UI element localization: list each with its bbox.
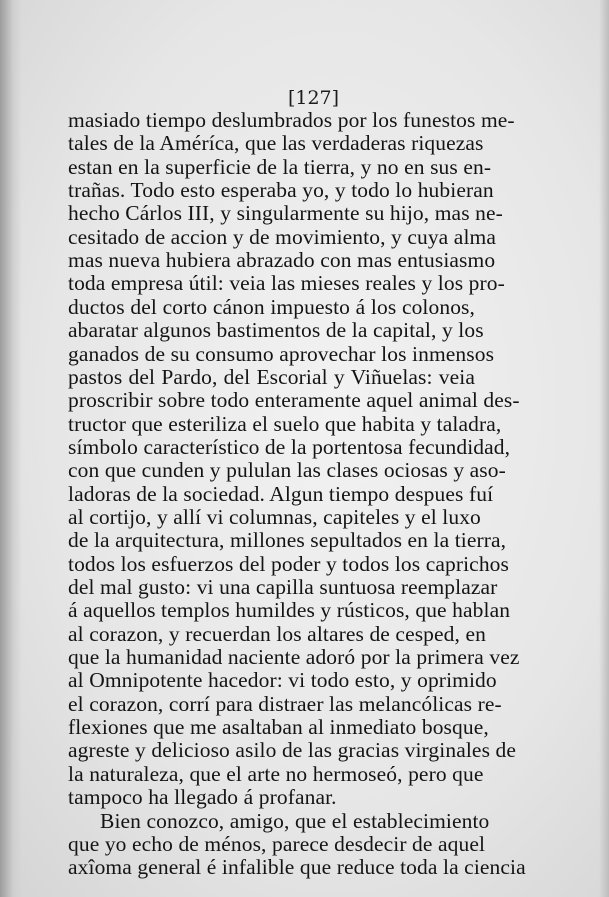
- text-line: ductos del corto cánon impuesto á los colonos,: [68, 295, 475, 319]
- page-edge-shadow: [599, 0, 609, 897]
- text-line: cesitado de accion y de movimiento, y cuya alma: [68, 225, 496, 249]
- text-line: Bien conozco, amigo, que el establecimiento: [100, 809, 490, 833]
- text-line: de la arquitectura, millones sepultados en la tierra,: [68, 528, 507, 552]
- text-line: tales de la Améríca, que las verdaderas riquezas: [68, 131, 484, 155]
- text-line: al corazon, y recuerdan los altares de cesped, en: [68, 622, 486, 646]
- text-line: flexiones que me asaltaban al inmediato bosque,: [68, 715, 489, 739]
- text-line: al Omnipotente hacedor: vi todo esto, y oprimido: [68, 668, 497, 692]
- text-line: ladoras de la sociedad. Algun tiempo despues fuí: [68, 482, 494, 506]
- text-line: axîoma general é infalible que reduce toda la ciencia: [68, 855, 526, 879]
- page-number: [127]: [287, 87, 340, 109]
- page-gutter-shadow: [0, 0, 22, 897]
- text-line: mas nueva hubiera abrazado con mas entusiasmo: [68, 248, 496, 272]
- text-line: agreste y delicioso asilo de las gracias virginales de: [68, 738, 516, 762]
- text-line: estan en la superficie de la tierra, y no en sus en-: [68, 155, 492, 179]
- text-line: que la humanidad naciente adoró por la primera vez: [68, 645, 520, 669]
- text-line: á aquellos templos humildes y rústicos, que hablan: [68, 598, 511, 622]
- text-line: abaratar algunos bastimentos de la capital, y los: [68, 318, 484, 342]
- text-line: trañas. Todo esto esperaba yo, y todo lo hubieran: [68, 178, 494, 202]
- text-line: masiado tiempo deslumbrados por los funestos me-: [68, 108, 515, 132]
- text-line: la naturaleza, que el arte no hermoseó, pero que: [68, 762, 484, 786]
- text-line: que yo echo de ménos, parece desdecir de aquel: [68, 832, 486, 856]
- text-line: al cortijo, y allí vi columnas, capiteles y el luxo: [68, 505, 481, 529]
- text-line: tructor que esteriliza el suelo que habita y taladra,: [68, 412, 502, 436]
- text-line: del mal gusto: vi una capilla suntuosa reemplazar: [68, 575, 498, 599]
- text-line: el corazon, corrí para distraer las melancólicas re-: [68, 692, 502, 716]
- text-line: toda empresa útil: veia las mieses reales y los pro-: [68, 271, 505, 295]
- text-line: proscribir sobre todo enteramente aquel animal des-: [68, 388, 520, 412]
- text-line: todos los esfuerzos del poder y todos los caprichos: [68, 552, 509, 576]
- text-line: con que cunden y pululan las clases ociosas y aso-: [68, 458, 506, 482]
- text-line: pastos del Pardo, del Escorial y Viñuelas: veia: [68, 365, 475, 389]
- text-line: hecho Cárlos III, y singularmente su hijo, mas ne-: [68, 201, 503, 225]
- text-line: tampoco ha llegado á profanar.: [68, 785, 337, 809]
- text-line: ganados de su consumo aprovechar los inmensos: [68, 342, 495, 366]
- text-line: símbolo característico de la portentosa fecundidad,: [68, 435, 511, 459]
